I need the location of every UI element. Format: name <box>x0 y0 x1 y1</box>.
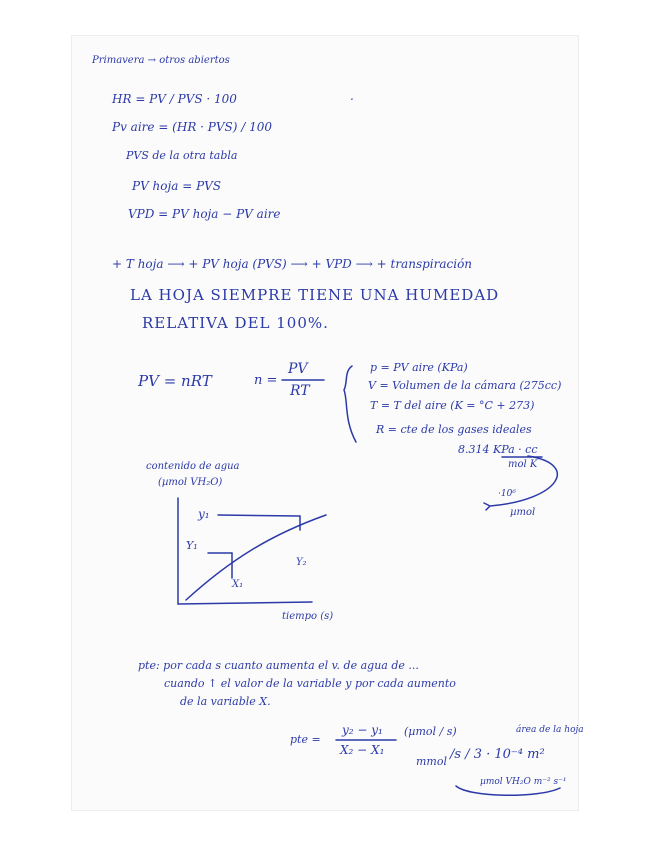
pvs-note: PVS de la otra tabla <box>126 149 238 162</box>
pv-hoja: PV hoja = PVS <box>132 179 222 193</box>
mmol-label: mmol <box>416 755 448 768</box>
caps-line-1: LA HOJA SIEMPRE TIENE UNA HUMEDAD <box>130 286 500 304</box>
pte-numerator: y₂ − y₁ <box>342 723 383 737</box>
formula-hr: HR = PV / PVS · 100 <box>112 92 237 106</box>
leaf-area-note: área de la hoja <box>516 725 584 735</box>
n-denominator: RT <box>290 383 310 399</box>
final-unit: µmol VH₂O m⁻² s⁻¹ <box>480 777 567 787</box>
graph-dash-y1 <box>218 515 300 516</box>
n-numerator: PV <box>288 361 308 377</box>
per-area-label: /s / 3 · 10⁻⁴ m² <box>450 747 545 762</box>
stray-dot: . <box>350 89 354 103</box>
graph-label-y1-lower: Y₁ <box>186 539 198 552</box>
graph-label-y2: Y₂ <box>296 557 307 568</box>
graph-label-y1-upper: y₁ <box>198 507 210 521</box>
pte-line-3: de la variable X. <box>180 695 271 708</box>
pte-line-1: pte: por cada s cuanto aumenta el v. de agua de ... <box>138 659 419 672</box>
caps-line-2: RELATIVA DEL 100%. <box>142 314 329 332</box>
micro-unit: µmol <box>510 507 536 518</box>
chain-line: + T hoja ⟶ + PV hoja (PVS) ⟶ + VPD ⟶ + transpiración <box>112 257 473 271</box>
definition-r: R = cte de los gases ideales <box>376 423 532 436</box>
r-value: 8.314 KPa · cc <box>458 443 538 456</box>
graph-x-axis <box>178 602 312 604</box>
header-note: Primavera → otros abiertos <box>92 55 230 66</box>
pte-label: pte = <box>290 733 321 746</box>
graph-ylabel-1: contenido de agua <box>146 461 240 472</box>
brace-icon <box>344 366 356 442</box>
graph-xlabel: tiempo (s) <box>282 611 334 622</box>
n-formula-label: n = <box>254 373 278 388</box>
definition-p: p = PV aire (KPa) <box>370 361 468 374</box>
definition-t: T = T del aire (K = °C + 273) <box>370 399 535 412</box>
micro-factor: ·10⁶ <box>498 489 516 499</box>
pte-line-2: cuando ↑ el valor de la variable y por cada aumento <box>164 677 456 690</box>
pte-units: (µmol / s) <box>404 725 457 738</box>
graph-ylabel-2: (µmol VH₂O) <box>158 477 223 488</box>
graph-label-x1: X₁ <box>232 579 244 590</box>
final-arrow <box>456 786 560 795</box>
vpd-formula: VPD = PV hoja − PV aire <box>128 207 281 221</box>
formula-pv-aire: Pv aire = (HR · PVS) / 100 <box>112 120 273 134</box>
definition-v: V = Volumen de la cámara (275cc) <box>368 379 562 392</box>
ideal-gas-law: PV = nRT <box>138 372 212 390</box>
pte-denominator: X₂ − X₁ <box>340 743 385 757</box>
r-unit: mol K <box>508 459 538 470</box>
